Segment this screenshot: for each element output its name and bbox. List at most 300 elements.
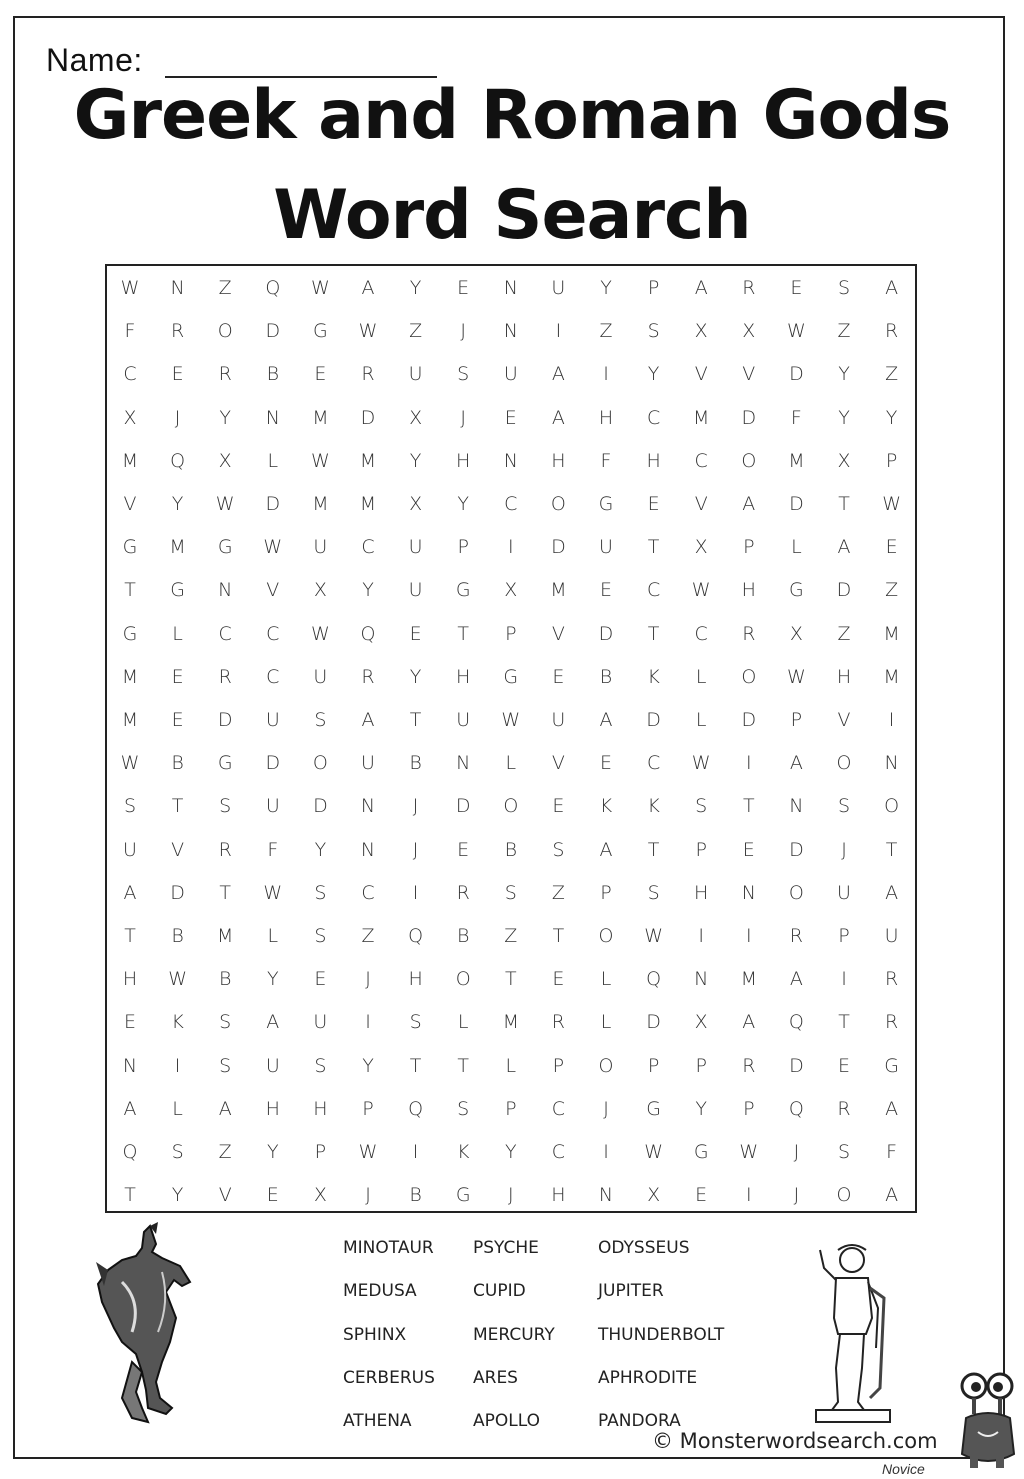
grid-cell[interactable]: C [361,536,375,559]
grid-cell[interactable]: E [790,277,803,299]
grid-cell[interactable]: R [170,320,185,343]
grid-cell[interactable]: N [741,881,756,904]
grid-cell[interactable]: S [314,925,327,947]
grid-cell[interactable]: N [456,752,471,775]
grid-cell[interactable]: Z [218,1141,232,1163]
grid-cell[interactable]: E [457,838,470,861]
grid-cell[interactable]: Z [837,622,851,645]
grid-cell[interactable]: B [599,665,613,688]
grid-cell[interactable]: G [598,493,614,515]
grid-cell[interactable]: O [836,1184,852,1207]
grid-cell[interactable]: H [598,406,614,429]
grid-cell[interactable]: A [551,406,565,429]
grid-cell[interactable]: I [745,752,752,775]
grid-cell[interactable]: L [172,622,183,645]
grid-cell[interactable]: G [122,622,138,645]
grid-cell[interactable]: U [313,665,328,688]
grid-cell[interactable]: W [263,881,283,904]
grid-cell[interactable]: A [885,1097,899,1120]
grid-cell[interactable]: W [310,622,330,645]
grid-cell[interactable]: C [266,665,280,688]
grid-cell[interactable]: Z [551,881,565,904]
grid-cell[interactable]: K [647,795,660,818]
grid-cell[interactable]: S [314,881,327,904]
grid-cell[interactable]: S [409,1011,422,1034]
grid-cell[interactable]: H [551,449,566,472]
grid-cell[interactable]: J [365,1184,371,1207]
grid-cell[interactable]: Z [218,277,232,299]
grid-cell[interactable]: Z [885,579,899,602]
grid-cell[interactable]: N [360,838,376,861]
grid-cell[interactable]: T [885,838,898,861]
grid-cell[interactable]: W [358,1141,378,1163]
grid-cell[interactable]: V [551,752,565,775]
grid-cell[interactable]: R [361,665,375,688]
grid-cell[interactable]: L [172,1097,183,1120]
grid-cell[interactable]: P [552,1054,565,1077]
grid-cell[interactable]: O [503,795,519,818]
grid-cell[interactable]: J [841,838,847,861]
grid-cell[interactable]: T [171,795,184,818]
grid-cell[interactable]: E [123,1011,136,1034]
grid-cell[interactable]: T [647,622,660,645]
grid-cell[interactable]: E [599,579,612,602]
grid-cell[interactable]: N [170,277,185,299]
grid-cell[interactable]: J [460,320,466,343]
grid-cell[interactable]: A [361,277,375,299]
grid-cell[interactable]: Y [219,406,231,429]
grid-cell[interactable]: A [742,1011,756,1034]
grid-cell[interactable]: X [694,536,708,559]
grid-cell[interactable]: P [457,536,469,559]
grid-cell[interactable]: T [457,1054,469,1077]
grid-cell[interactable]: P [314,1141,327,1163]
grid-cell[interactable]: R [361,363,375,386]
grid-cell[interactable]: E [314,363,327,386]
grid-cell[interactable]: Q [408,925,424,947]
grid-cell[interactable]: X [409,493,423,515]
grid-cell[interactable]: A [361,709,375,731]
grid-cell[interactable]: U [361,752,375,775]
grid-cell[interactable]: U [265,795,280,818]
grid-cell[interactable]: P [647,1054,660,1077]
grid-cell[interactable]: X [647,1184,661,1207]
grid-cell[interactable]: K [456,1141,470,1163]
grid-cell[interactable]: T [124,925,136,947]
grid-cell[interactable]: Y [266,968,279,991]
grid-cell[interactable]: H [456,665,471,688]
grid-cell[interactable]: P [790,709,803,731]
grid-cell[interactable]: E [552,665,565,688]
grid-cell[interactable]: E [171,709,184,731]
grid-cell[interactable]: W [786,320,806,343]
grid-cell[interactable]: Q [788,1011,804,1034]
grid-cell[interactable]: I [555,320,562,343]
grid-cell[interactable]: X [694,320,708,343]
grid-cell[interactable]: J [174,406,181,429]
grid-cell[interactable]: X [218,449,232,472]
grid-cell[interactable]: H [265,1097,280,1120]
grid-cell[interactable]: I [888,709,895,731]
grid-cell[interactable]: F [886,1141,898,1163]
grid-cell[interactable]: H [456,449,471,472]
grid-cell[interactable]: B [409,1184,422,1207]
grid-cell[interactable]: D [789,363,804,386]
grid-cell[interactable]: D [265,320,281,343]
grid-cell[interactable]: O [217,320,233,343]
grid-cell[interactable]: T [647,536,660,559]
grid-cell[interactable]: W [168,968,187,991]
grid-cell[interactable]: G [455,1184,471,1207]
grid-cell[interactable]: C [646,579,661,602]
grid-cell[interactable]: Y [409,277,422,299]
grid-cell[interactable]: S [171,1141,184,1163]
grid-cell[interactable]: P [695,838,707,861]
grid-cell[interactable]: W [691,579,711,602]
grid-cell[interactable]: P [743,536,755,559]
grid-cell[interactable]: U [884,925,899,947]
grid-cell[interactable]: M [502,1011,519,1034]
grid-cell[interactable]: J [507,1184,514,1207]
grid-cell[interactable]: O [741,665,757,688]
grid-cell[interactable]: N [503,449,518,472]
grid-cell[interactable]: C [646,752,661,775]
grid-cell[interactable]: G [789,579,804,602]
grid-cell[interactable]: X [789,622,803,645]
grid-cell[interactable]: Y [171,1184,184,1207]
grid-cell[interactable]: Y [362,1054,374,1077]
grid-cell[interactable]: S [695,795,708,818]
grid-cell[interactable]: M [121,449,139,472]
grid-cell[interactable]: T [409,1054,422,1077]
grid-cell[interactable]: X [742,320,756,343]
grid-cell[interactable]: D [598,622,614,645]
grid-cell[interactable]: W [310,449,330,472]
grid-cell[interactable]: W [215,493,235,515]
grid-cell[interactable]: C [646,406,661,429]
grid-cell[interactable]: E [647,493,660,515]
grid-cell[interactable]: I [412,1141,419,1163]
grid-cell[interactable]: P [505,1097,517,1120]
grid-cell[interactable]: C [694,622,708,645]
grid-cell[interactable]: K [171,1011,184,1034]
grid-cell[interactable]: U [408,579,423,602]
grid-cell[interactable]: R [837,1097,851,1120]
grid-cell[interactable]: P [695,1054,707,1077]
grid-cell[interactable]: Y [504,1141,517,1163]
grid-cell[interactable]: S [837,795,851,818]
grid-cell[interactable]: U [123,838,137,861]
grid-cell[interactable]: D [646,1011,661,1034]
grid-cell[interactable]: D [217,709,233,731]
grid-cell[interactable]: C [694,449,708,472]
grid-cell[interactable]: J [365,968,371,991]
grid-cell[interactable]: I [603,363,609,386]
grid-cell[interactable]: O [884,795,900,818]
grid-cell[interactable]: Z [599,320,613,343]
grid-cell[interactable]: A [599,838,613,861]
grid-cell[interactable]: U [265,1054,280,1077]
grid-cell[interactable]: X [837,449,851,472]
grid-cell[interactable]: S [457,363,470,386]
grid-cell[interactable]: W [644,1141,663,1163]
grid-cell[interactable]: R [218,838,232,861]
grid-cell[interactable]: T [742,795,755,818]
grid-cell[interactable]: G [217,536,233,559]
grid-cell[interactable]: A [123,881,137,904]
grid-cell[interactable]: D [741,709,757,731]
grid-cell[interactable]: M [883,665,900,688]
grid-cell[interactable]: V [551,622,565,645]
grid-cell[interactable]: I [174,1054,181,1077]
grid-cell[interactable]: V [694,493,708,515]
grid-cell[interactable]: Y [838,406,850,429]
grid-cell[interactable]: H [122,968,138,991]
grid-cell[interactable]: D [170,881,185,904]
grid-cell[interactable]: M [788,449,805,472]
grid-cell[interactable]: S [123,795,137,818]
grid-cell[interactable]: V [171,838,185,861]
grid-cell[interactable]: Q [788,1097,804,1120]
grid-cell[interactable]: X [409,406,423,429]
grid-cell[interactable]: S [219,1011,232,1034]
grid-cell[interactable]: R [742,277,756,299]
grid-cell[interactable]: F [124,320,136,343]
grid-cell[interactable]: A [742,493,756,515]
grid-cell[interactable]: T [457,622,469,645]
grid-cell[interactable]: B [171,752,184,775]
grid-cell[interactable]: B [456,925,470,947]
grid-cell[interactable]: Q [360,622,376,645]
grid-cell[interactable]: C [551,1141,566,1163]
grid-cell[interactable]: H [551,1184,566,1207]
grid-cell[interactable]: P [505,622,517,645]
grid-cell[interactable]: O [836,752,852,775]
grid-cell[interactable]: V [742,363,756,386]
grid-cell[interactable]: U [551,277,566,299]
grid-cell[interactable]: C [123,363,137,386]
grid-cell[interactable]: Y [885,406,898,429]
grid-cell[interactable]: I [412,881,419,904]
grid-cell[interactable]: W [882,493,901,515]
grid-cell[interactable]: Q [122,1141,138,1163]
grid-cell[interactable]: O [312,752,328,775]
grid-cell[interactable]: C [218,622,232,645]
grid-cell[interactable]: G [646,1097,661,1120]
grid-cell[interactable]: X [694,1011,708,1034]
grid-cell[interactable]: M [312,406,329,429]
grid-cell[interactable]: L [267,925,279,947]
grid-cell[interactable]: C [361,881,375,904]
grid-cell[interactable]: Z [885,363,899,386]
grid-cell[interactable]: R [884,968,899,991]
grid-cell[interactable]: M [121,665,139,688]
grid-cell[interactable]: M [883,622,900,645]
grid-cell[interactable]: O [788,881,804,904]
grid-cell[interactable]: F [790,406,802,429]
grid-cell[interactable]: D [646,709,661,731]
grid-cell[interactable]: K [599,795,613,818]
grid-cell[interactable]: E [599,752,612,775]
grid-cell[interactable]: E [266,1184,279,1207]
grid-cell[interactable]: S [552,838,565,861]
grid-cell[interactable]: L [600,1011,612,1034]
grid-cell[interactable]: S [219,1054,232,1077]
grid-cell[interactable]: N [694,968,709,991]
grid-cell[interactable]: Y [362,579,374,602]
grid-cell[interactable]: U [408,536,423,559]
grid-cell[interactable]: J [412,795,419,818]
grid-cell[interactable]: M [121,709,139,731]
grid-cell[interactable]: P [743,1097,755,1120]
grid-cell[interactable]: B [266,363,280,386]
grid-cell[interactable]: L [600,968,612,991]
grid-cell[interactable]: O [550,493,566,515]
grid-cell[interactable]: K [647,665,660,688]
grid-cell[interactable]: A [789,968,803,991]
grid-cell[interactable]: H [836,665,852,688]
grid-cell[interactable]: I [745,925,752,947]
grid-cell[interactable]: A [266,1011,280,1034]
grid-cell[interactable]: C [266,622,280,645]
grid-cell[interactable]: B [409,752,422,775]
grid-cell[interactable]: D [265,752,281,775]
grid-cell[interactable]: Y [409,449,422,472]
grid-cell[interactable]: B [171,925,184,947]
grid-cell[interactable]: R [551,1011,565,1034]
grid-cell[interactable]: M [359,493,377,515]
grid-cell[interactable]: Z [409,320,423,343]
grid-cell[interactable]: J [603,1097,609,1120]
grid-cell[interactable]: S [837,277,851,299]
grid-cell[interactable]: G [122,536,138,559]
grid-cell[interactable]: A [599,709,613,731]
grid-cell[interactable]: D [789,493,804,515]
grid-cell[interactable]: D [313,795,328,818]
grid-cell[interactable]: I [698,925,704,947]
grid-cell[interactable]: Z [361,925,375,947]
grid-cell[interactable]: S [314,1054,327,1077]
grid-cell[interactable]: E [837,1054,850,1077]
grid-cell[interactable]: G [503,665,519,688]
grid-cell[interactable]: E [171,363,184,386]
grid-cell[interactable]: X [504,579,518,602]
grid-cell[interactable]: E [504,406,517,429]
grid-cell[interactable]: D [360,406,376,429]
grid-cell[interactable]: Y [409,665,422,688]
grid-cell[interactable]: F [600,449,612,472]
grid-cell[interactable]: Q [408,1097,424,1120]
grid-cell[interactable]: X [313,579,327,602]
grid-cell[interactable]: J [793,1184,800,1207]
grid-cell[interactable]: W [644,925,663,947]
grid-cell[interactable]: N [884,752,899,775]
grid-cell[interactable]: S [219,795,232,818]
grid-cell[interactable]: H [646,449,661,472]
grid-cell[interactable]: Q [646,968,662,991]
grid-cell[interactable]: Y [838,363,850,386]
grid-cell[interactable]: W [358,320,378,343]
grid-cell[interactable]: A [885,1184,899,1207]
grid-cell[interactable]: M [550,579,567,602]
grid-cell[interactable]: Z [837,320,851,343]
grid-cell[interactable]: U [456,709,471,731]
grid-cell[interactable]: R [742,622,756,645]
grid-cell[interactable]: F [267,838,279,861]
grid-cell[interactable]: Y [266,1141,279,1163]
grid-cell[interactable]: L [505,752,517,775]
grid-cell[interactable]: E [409,622,422,645]
grid-cell[interactable]: O [598,925,614,947]
grid-cell[interactable]: U [599,536,613,559]
grid-cell[interactable]: O [598,1054,614,1077]
grid-cell[interactable]: M [359,449,377,472]
grid-cell[interactable]: I [507,536,514,559]
grid-cell[interactable]: C [504,493,518,515]
grid-cell[interactable]: E [695,1184,708,1207]
grid-cell[interactable]: W [263,536,283,559]
grid-cell[interactable]: O [741,449,757,472]
grid-cell[interactable]: T [409,709,422,731]
grid-cell[interactable]: M [740,968,757,991]
grid-cell[interactable]: U [551,709,566,731]
grid-cell[interactable]: I [745,1184,752,1207]
grid-cell[interactable]: E [552,968,565,991]
grid-cell[interactable]: R [884,320,899,343]
grid-cell[interactable]: A [837,536,851,559]
grid-cell[interactable]: W [739,1141,759,1163]
grid-cell[interactable]: D [551,536,566,559]
grid-cell[interactable]: X [123,406,137,429]
grid-cell[interactable]: V [694,363,708,386]
grid-cell[interactable]: A [123,1097,137,1120]
grid-cell[interactable]: R [789,925,803,947]
grid-cell[interactable]: S [647,881,660,904]
grid-cell[interactable]: A [694,277,708,299]
grid-cell[interactable]: D [265,493,281,515]
grid-cell[interactable]: E [742,838,755,861]
grid-cell[interactable]: M [692,406,710,429]
grid-cell[interactable]: L [267,449,279,472]
grid-cell[interactable]: H [313,1097,328,1120]
grid-cell[interactable]: M [216,925,234,947]
grid-cell[interactable]: R [742,1054,756,1077]
grid-cell[interactable]: T [838,1011,850,1034]
grid-cell[interactable]: Q [265,277,281,299]
grid-cell[interactable]: Y [457,493,469,515]
grid-cell[interactable]: A [885,277,899,299]
grid-cell[interactable]: N [503,320,518,343]
grid-cell[interactable]: B [218,968,232,991]
grid-cell[interactable]: I [365,1011,371,1034]
grid-cell[interactable]: R [218,363,232,386]
grid-cell[interactable]: G [455,579,471,602]
grid-cell[interactable]: P [838,925,850,947]
grid-cell[interactable]: T [504,968,517,991]
grid-cell[interactable]: L [695,665,707,688]
grid-cell[interactable]: W [120,277,140,299]
grid-cell[interactable]: H [694,881,709,904]
grid-cell[interactable]: G [313,320,328,343]
grid-cell[interactable]: C [551,1097,566,1120]
grid-cell[interactable]: U [313,1011,328,1034]
grid-cell[interactable]: L [457,1011,469,1034]
grid-cell[interactable]: Y [171,493,184,515]
grid-cell[interactable]: M [169,536,186,559]
grid-cell[interactable]: N [122,1054,138,1077]
grid-cell[interactable]: T [552,925,565,947]
grid-cell[interactable]: V [218,1184,232,1207]
